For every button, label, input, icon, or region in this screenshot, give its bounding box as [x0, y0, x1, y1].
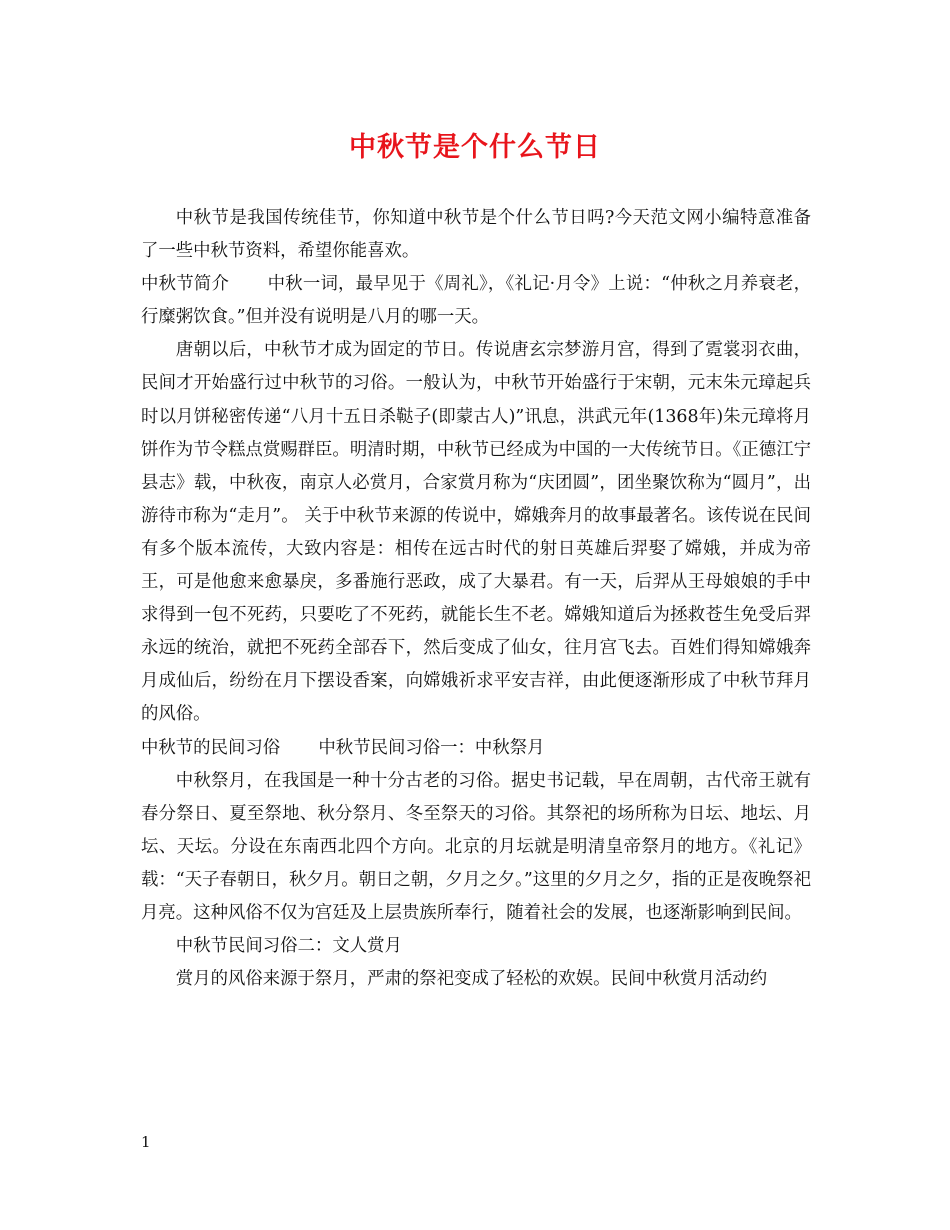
paragraph-custom1: 中秋祭月，在我国是一种十分古老的习俗。据史书记载，早在周朝，古代帝王就有春分祭日、夏至祭地、秋分祭月、冬至祭天的习俗。其祭祀的场所称为日坛、地坛、月坛、天坛。分设在东南西北四个方向。北京的月坛就是明清皇帝祭月的地方。《礼记》载：“天子春朝日，秋夕月。朝日之朝，夕月之夕。”这里的夕月之夕，指的正是夜晚祭祀月亮。这种风俗不仅为宫廷及上层贵族所奉行，随着社会的发展，也逐渐影响到民间。: [141, 770, 811, 923]
paragraph-history: 唐朝以后，中秋节才成为固定的节日。传说唐玄宗梦游月宫，得到了霓裳羽衣曲，民间才开始盛行过中秋节的习俗。一般认为，中秋节开始盛行于宋朝，元末朱元璋起兵时以月饼秘密传递“八月十五日杀鞑子(即蒙古人)”讯息，洪武元年(1368年)朱元璋将月饼作为节令糕点赏赐群臣。明清时期，中秋节已经成为中国的一大传统节日。《正德江宁县志》载，中秋夜，南京人必赏月，合家赏月称为“庆团圆”，团坐聚饮称为“圆月”，出游待市称为“走月”。 关于中秋节来源的传说中，嫦娥奔月的故事最著名。该传说在民间有多个版本流传，大致内容是：相传在远古时代的射日英雄后羿娶了嫦娥，并成为帝王，可是他愈来愈暴戾，多番施行恶政，成了大暴君。有一天，后羿从王母娘娘的手中求得到一包不死药，只要吃了不死药，就能长生不老。嫦娥知道后为拯救苍生免受后羿永远的统治，就把不死药全部吞下，然后变成了仙女，往月宫飞去。百姓们得知嫦娥奔月成仙后，纷纷在月下摆设香案，向嫦娥祈求平安吉祥，由此便逐渐形成了中秋节拜月的风俗。: [141, 340, 811, 725]
section2-heading: 中秋节的民间习俗: [141, 737, 281, 758]
document-body: [141, 202, 811, 996]
paragraph-section1: [141, 268, 811, 334]
custom2-heading: 中秋节民间习俗二：文人赏月: [175, 936, 402, 957]
paragraph-intro: 中秋节是我国传统佳节，你知道中秋节是个什么节日吗?今天范文网小编特意准备了一些中秋节资料，希望你能喜欢。: [141, 208, 811, 262]
paragraph-section2: [141, 732, 811, 765]
page-number: 1: [141, 1133, 151, 1151]
paragraph-custom2: 赏月的风俗来源于祭月，严肃的祭祀变成了轻松的欢娱。民间中秋赏月活动约: [175, 969, 768, 990]
section2-subheading: 中秋节民间习俗一：中秋祭月: [318, 737, 545, 758]
section1-heading: 中秋节简介: [141, 274, 230, 295]
document-title: 中秋节是个什么节日: [349, 132, 601, 163]
section1-text: 中秋一词，最早见于《周礼》，《礼记·月令》上说：“仲秋之月养衰老，行糜粥饮食。”但并没有说明是八月的哪一天。: [141, 274, 811, 328]
